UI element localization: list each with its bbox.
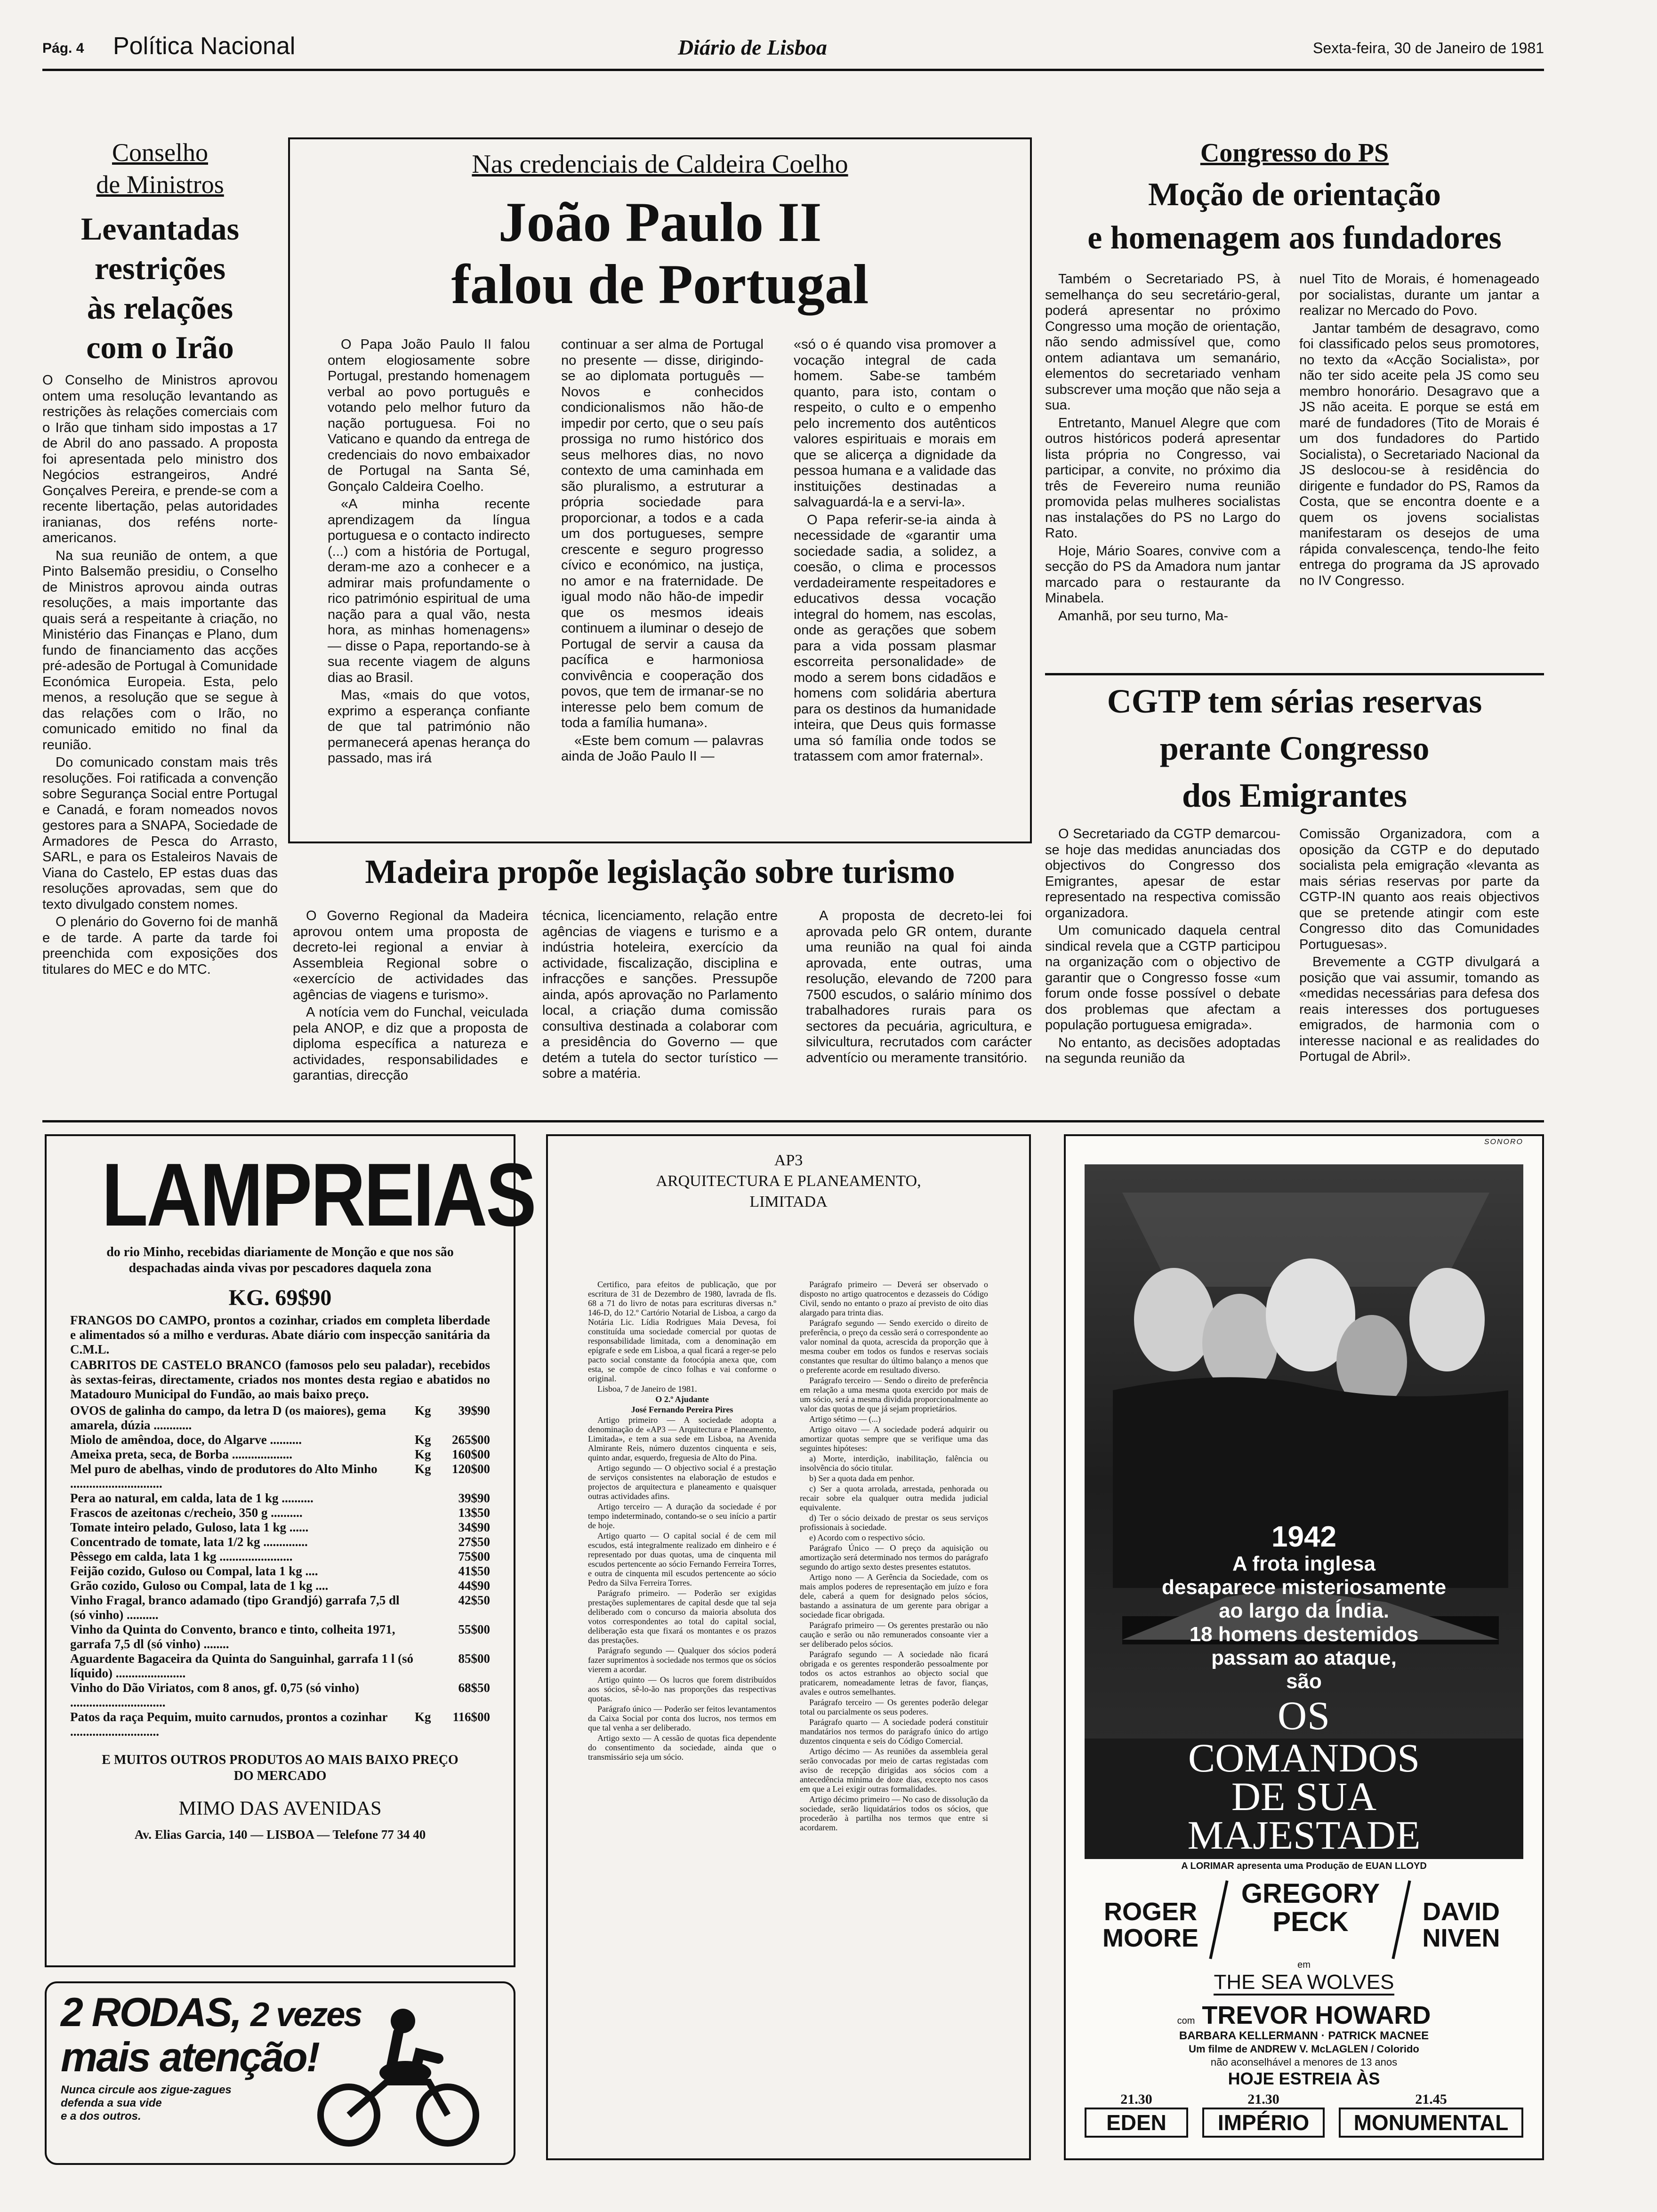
article-papa: [288, 137, 1032, 843]
slogan-line: mais atenção!: [61, 2034, 319, 2080]
credit-em: em: [1297, 1960, 1311, 1970]
item-unit: Kg: [415, 1433, 431, 1447]
clause: Parágrafo terceiro — Sendo o direito de preferência em relação a uma mesma quota exercido por mais de um sócio, será a mesma dividida proporcionalmente ao valor das quotas de que já sejam proprietários.: [800, 1376, 988, 1413]
production-credit: A LORIMAR apresenta uma Produção de EUAN LLOYD: [1181, 1861, 1427, 1871]
item-name: Concentrado de tomate, lata 1/2 kg ..............: [70, 1535, 308, 1549]
clause: Parágrafo único — Poderão ser feitos levantamentos da Caixa Social por conta dos lucros, nos termos em que tal venha a ser deliberado.: [588, 1704, 776, 1732]
poster-image: [1085, 1164, 1523, 1800]
article-column: [1045, 826, 1280, 1069]
article-column: [806, 908, 1032, 1068]
paragraph: O Papa João Paulo II falou ontem elogiosamente sobre Portugal, prestando homenagem verbal ao povo português e votando pelo melhor futuro da nação portuguesa. Foi no Vaticano e quando da entrega de credenciais do novo embaixador de Portugal na Santa Sé, Gonçalo Caldeira Coelho.: [328, 337, 530, 494]
article-headline: com o Irão: [86, 329, 234, 365]
article-headline: às relações: [87, 290, 233, 326]
item-name: Feijão cozido, Guloso ou Compal, lata 1 kg ....: [70, 1564, 318, 1578]
item-unit: [415, 1593, 438, 1622]
store-address: Av. Elias Garcia, 140 — LISBOA — Telefone 77 34 40: [134, 1827, 426, 1842]
article-ps: [1045, 137, 1544, 669]
item-name: Patos da raça Pequim, muito carnudos, prontos a cozinhar ............................: [70, 1710, 388, 1739]
article-headline: João Paulo II: [498, 191, 822, 253]
header-rule: [42, 69, 1544, 71]
clause: Artigo décimo — As reuniões da assembleia geral serão convocadas por meio de cartas registadas com aviso de recepção dirigidas aos sócios com a antecedência mínima de doze dias, excepto nos casos em que a Lei exigir outras formalidades.: [800, 1747, 988, 1794]
item-name: Tomate inteiro pelado, Guloso, lata 1 kg ......: [70, 1520, 309, 1534]
item-unit: [415, 1681, 438, 1710]
ad-movie: [1064, 1134, 1544, 2160]
article-column: [1045, 272, 1280, 626]
director-credit: Um filme de ANDREW V. McLAGLEN / Colorido: [1189, 2043, 1419, 2055]
clause: Artigo quinto — Os lucros que forem distribuídos aos sócios, sê-lo-ão nas proporções das respectivas quotas.: [588, 1675, 776, 1703]
credit-com-label: com: [1177, 2016, 1195, 2026]
article-headline: falou de Portugal: [451, 253, 869, 315]
item-unit: [415, 1506, 438, 1520]
paragraph: Na sua reunião de ontem, a que Pinto Balsemão presidiu, o Conselho de Ministros aprovou ainda outras resoluções, a mais importante das quais será a respeitante à criação, no Ministério das Finanças e Plano, dum fundo de financiamento das acções pré-adesão de Portugal à Comunidade Económica Europeia. Esta, pelo menos, a resolução que se segue à das relações com o Irão, no comunicado emitido no final da reunião.: [42, 548, 278, 753]
item-unit: [415, 1564, 438, 1579]
cast-block: [1085, 1875, 1523, 1964]
item-name: Vinho do Dão Viriatos, com 8 anos, gf. 0,75 (só vinho) ..............................: [70, 1681, 360, 1709]
title-line: COMANDOS: [1188, 1735, 1420, 1780]
ad-caption: Nunca circule aos zigue-zagues: [61, 2084, 232, 2096]
price-list: [70, 1403, 490, 1739]
item-price: 42$50: [458, 1593, 490, 1607]
premiere-label: HOJE ESTREIA ÀS: [1228, 2069, 1380, 2088]
cinema-name: EDEN: [1085, 2108, 1188, 2138]
article-headline: Levantadas: [80, 211, 240, 247]
actor-first: ROGER: [1103, 1898, 1198, 1926]
item-price: 160$00: [452, 1447, 490, 1461]
article-kicker: Nas credenciais de Caldeira Coelho: [472, 150, 848, 179]
article-column: [1299, 826, 1539, 1067]
price-row: [70, 1447, 490, 1462]
actor-name: TREVOR HOWARD: [1202, 2001, 1431, 2029]
item-price: 41$50: [458, 1564, 490, 1578]
paragraph: O plenário do Governo foi de manhã e de tarde. A parte da tarde foi preenchida com exposições dos titulares do MEC e do MTC.: [42, 914, 278, 977]
title-line: OS: [1278, 1693, 1330, 1738]
article-headline: e homenagem aos fundadores: [1087, 220, 1502, 256]
clause: c) Ser a quota arrolada, arrestada, penhorada ou recair sobre ela qualquer outra medida judicial equivalente.: [800, 1484, 988, 1512]
item-unit: Kg: [415, 1462, 431, 1476]
clause: Parágrafo primeiro — Deverá ser observado o disposto no artigo quatrocentos e dezasseis do Código Civil, sendo no entanto o prazo aí previsto de oito dias alargado para trinta dias.: [800, 1280, 988, 1317]
paragraph: No entanto, as decisões adoptadas na segunda reunião da: [1045, 1035, 1280, 1066]
notice-column: [800, 1280, 988, 1833]
clause: d) Ter o sócio deixado de prestar os seus serviços profissionais à sociedade.: [800, 1513, 988, 1532]
paragraph: A notícia vem do Funchal, veiculada pela ANOP, e diz que a proposta de diploma específica a natureza e actividades, responsabilidades e garantias, direcção: [293, 1005, 528, 1083]
movie-title-lower: [1085, 1735, 1523, 1859]
article-headline: dos Emigrantes: [1182, 777, 1408, 814]
actor-last: MOORE: [1102, 1924, 1199, 1952]
cinema-label: SONORO: [1484, 1138, 1523, 1146]
cinema-item[interactable]: [1202, 2092, 1325, 2138]
item-name: Frascos de azeitonas c/recheio, 350 g ..........: [70, 1506, 303, 1520]
paragraph: Amanhã, por seu turno, Ma-: [1058, 608, 1229, 624]
price-row: [70, 1535, 490, 1549]
store-name: MIMO DAS AVENIDAS: [178, 1798, 382, 1819]
clause: Certifico, para efeitos de publicação, que por escritura de 31 de Dezembro de 1980, lavrada de fls. 68 a 71 do livro de notas para escrituras diversas n.º 146-D, do 12.º Cartório Notarial de Lisboa, a cargo da Notária Lic. Lídia Rodrigues Maia Devesa, foi constituída uma sociedade comercial por quotas de responsabilidade limitada, com a denominação em epígrafe e sede em Lisboa, a qual ficará a reger-se pelo pacto social constante da fotocópia anexa que, com esta, se compõe de cinco folhas e vai conforme o original.: [588, 1280, 776, 1383]
item-name: Ameixa preta, seca, de Borba ...................: [70, 1447, 292, 1461]
price-row: [70, 1622, 490, 1651]
item-unit: Kg: [415, 1447, 431, 1461]
title-line: MAJESTADE: [1187, 1812, 1421, 1858]
ad-price: KG. 69$90: [228, 1285, 332, 1310]
cinema-item[interactable]: [1339, 2092, 1523, 2138]
clause: Artigo sétimo — (...): [809, 1414, 881, 1424]
item-unit: Kg: [415, 1403, 431, 1418]
notice-title: AP3: [774, 1152, 803, 1169]
paragraph: Entretanto, Manuel Alegre que com outros históricos poderá apresentar lista própria no Congresso, vai participar, a convite, no próximo dia três de Fevereiro numa reunião promovida pelas mulheres socialistas nas instalações do PS no Largo do Rato.: [1045, 415, 1280, 541]
masthead-logo: Diário de Lisboa: [678, 35, 827, 59]
item-price: 55$00: [458, 1622, 490, 1636]
section-divider: [42, 1120, 1544, 1122]
clause: Parágrafo primeiro. — Poderão ser exigidas prestações suplementares de capital desde que tal seja deliberado com o concurso da maioria absoluta dos votos correspondentes ao total do capital social, deliberação esta que fixará os montantes e os prazos das prestações.: [588, 1588, 776, 1645]
paragraph: O Secretariado da CGTP demarcou-se hoje das medidas anunciadas dos objectivos do Congresso dos Emigrantes, apesar de estar representado na respectiva comissão organizadora.: [1045, 826, 1280, 921]
article-column: [542, 908, 778, 1084]
clause: Parágrafo primeiro — Os gerentes prestarão ou não caução e serão ou não remunerados consoante vier a ser deliberado pelos sócios.: [800, 1620, 988, 1649]
item-name: Aguardente Bagaceira da Quinta do Sanguinhal, garrafa 1 l (só líquido) ......................: [70, 1651, 414, 1680]
section-title: Política Nacional: [113, 32, 296, 60]
supporting-cast: BARBARA KELLERMANN · PATRICK MACNEE: [1179, 2029, 1429, 2042]
item-unit: [415, 1520, 438, 1535]
notice-column: [588, 1280, 776, 1763]
clause: Artigo décimo primeiro — No caso de dissolução da sociedade, serão liquidatários todos os sócios, que procederão à partilha nos termos que entre si acordarem.: [800, 1795, 988, 1832]
tagline-line: desaparece misteriosamente: [1161, 1576, 1447, 1599]
tagline-line: ao largo da Índia.: [1219, 1599, 1389, 1622]
original-title-text: THE SEA WOLVES: [1214, 1971, 1394, 1996]
item-name: Mel puro de abelhas, vindo de produtores do Alto Minho .............................: [70, 1462, 378, 1491]
article-headline: Madeira propõe legislação sobre turismo: [365, 853, 955, 890]
ad-subtitle: do rio Minho, recebidas diariamente de Monção e que nos são despachadas ainda vivas por pescadores daquela zona: [106, 1245, 454, 1275]
paragraph: «Este bem comum — palavras ainda de João Paulo II —: [561, 733, 764, 764]
paragraph: Comissão Organizadora, com a oposição da CGTP e do deputado socialista pela emigração «levanta as mais sérias reservas por parte da CGTP-IN quanto aos reais objectivos que se pretende atingir com este Congresso dito das Comunidades Portuguesas».: [1299, 826, 1539, 952]
item-price: 120$00: [452, 1462, 490, 1476]
item-unit: [415, 1491, 438, 1506]
article-conselho: [42, 136, 278, 1097]
item-unit: [415, 1651, 438, 1681]
paragraph: «só o é quando visa promover a vocação integral de cada homem. Sabe-se também quanto, para isto, contam o respeito, o culto e o empenho pelo incremento dos autênticos valores espirituais e morais em que se alicerça a dignidade da pessoa humana e a validade das instituições destinadas a salvaguardá-la e a servi-la».: [794, 337, 996, 510]
clause: Artigo primeiro — A sociedade adopta a denominação de «AP3 — Arquitectura e Planeamento, Limitada», e tem a sua sede em Lisboa, na Avenida Almirante Reis, número duzentos cinquenta e seis, quinto andar, esquerdo, freguesia de Alto do Pina.: [588, 1415, 776, 1462]
article-madeira: [288, 852, 1032, 1115]
clause: Artigo quarto — O capital social é de cem mil escudos, está integralmente realizado em dinheiro e é representado por duas quotas, uma de cinquenta mil escudos pertencente ao sócio Fernando Ferreira Torres, e outra de cinquenta mil escudos pertencente ao sócio Pedro da Silva Ferreira Torres.: [588, 1531, 776, 1587]
ad-paragraph: FRANGOS DO CAMPO, prontos a cozinhar, criados em completa liberdade e alimentados só a milho e verduras. Abate diário com inspecção sanitária da C.M.L.: [70, 1313, 490, 1356]
item-price: 34$90: [458, 1520, 490, 1534]
movie-title: [1085, 1693, 1523, 1738]
item-unit: [415, 1579, 438, 1593]
ad-caption: e a dos outros.: [61, 2110, 141, 2123]
signature-name: José Fernando Pereira Pires: [631, 1405, 733, 1414]
slogan-line: 2 RODAS,: [61, 1990, 241, 2035]
price-row: [70, 1520, 490, 1535]
paragraph: Também o Secretariado PS, à semelhança do seu secretário-geral, poderá apresentar no próximo Congresso uma moção de orientação, não sendo admissível que, como ontem adiantava um semanário, elementos do secretariado venham subscrever uma moção que não seja a sua.: [1045, 272, 1280, 413]
page-header: [42, 28, 1544, 66]
clause: Parágrafo Único — O preço da aquisição ou amortização será determinado nos termos do parágrafo segundo do artigo sexto destes presentes estatutos.: [800, 1543, 988, 1571]
article-cgtp: [1045, 678, 1544, 1111]
actor-last: PECK: [1272, 1907, 1349, 1937]
price-row: [70, 1433, 490, 1447]
paragraph: Um comunicado daquela central sindical revela que a CGTP participou na organização com o objectivo de garantir que o Congresso fosse «um forum onde fosse possível o debate dos problemas que afectam a população portuguesa emigrada».: [1045, 923, 1280, 1033]
paragraph: O Governo Regional da Madeira aprovou ontem uma proposta de decreto-lei regional a enviar à Assembleia Regional sobre o «exercício de actividades das agências de viagens e turismo».: [293, 908, 528, 1002]
article-kicker: Congresso do PS: [1200, 138, 1389, 168]
item-name: Pêssego em calda, lata 1 kg .......................: [70, 1549, 293, 1563]
price-row: [70, 1651, 490, 1681]
price-row: [70, 1681, 490, 1710]
clause: Artigo sexto — A cessão de quotas fica dependente do consentimento da sociedade, ainda que o transmissário seja um sócio.: [588, 1733, 776, 1762]
clause: Parágrafo quarto — A sociedade poderá constituir mandatários nos termos do parágrafo único do artigo duzentos cinquenta e seis do Código Comercial.: [800, 1717, 988, 1746]
poster-year: 1942: [1271, 1521, 1336, 1553]
page-number: Pág. 4: [42, 40, 84, 56]
price-row: [70, 1579, 490, 1593]
item-name: Pera ao natural, em calda, lata de 1 kg ..........: [70, 1491, 314, 1505]
age-rating: não aconselhável a menores de 13 anos: [1210, 2056, 1398, 2068]
clause: Parágrafo segundo — Qualquer dos sócios poderá fazer suprimentos à sociedade nos termos que os sócios vierem a acordar.: [588, 1646, 776, 1674]
clause: a) Morte, interdição, inabilitação, falência ou insolvência do sócio titular.: [800, 1454, 988, 1473]
price-row: [70, 1564, 490, 1579]
item-unit: [415, 1549, 438, 1564]
paragraph: Do comunicado constam mais três resoluções. Foi ratificada a convenção sobre Segurança Social entre Portugal e Canadá, e foram nomeados novos gestores para a SNAPA, Sociedade de Armadores de Pesca do Arrasto, SARL, e para os Estaleiros Navais de Viana do Castelo, EP estas duas das resoluções aprovadas, sem que do texto divulgado constem nomes.: [42, 755, 278, 912]
price-row: [70, 1710, 490, 1739]
paragraph: Brevemente a CGTP divulgará a posição que vai assumir, tomando as «medidas necessárias para defesa dos reais interesses dos portugueses emigrados, de harmonia com o interesse nacional e as realidades do Portugal de Abril».: [1299, 954, 1539, 1064]
actor-name: [1405, 1899, 1518, 1951]
title-line: DE SUA: [1231, 1774, 1377, 1819]
item-name: Grão cozido, Guloso ou Compal, lata de 1 kg ....: [70, 1579, 329, 1593]
signature-title: O 2.º Ajudante: [655, 1395, 709, 1404]
article-column: [1299, 272, 1539, 591]
legal-notice: [546, 1134, 1031, 2160]
paragraph: nuel Tito de Morais, é homenageado por socialistas, durante um jantar a realizar no Mercado do Povo.: [1299, 272, 1539, 318]
price-row: [70, 1491, 490, 1506]
item-name: Miolo de amêndoa, doce, do Algarve ..........: [70, 1433, 302, 1447]
ad-paragraph: CABRITOS DE CASTELO BRANCO (famosos pelo seu paladar), recebidos às sextas-feiras, directamente, criados nos montes desta regiao e abatidos no Matadouro Municipal do Fundão, ao mais baixo preço.: [70, 1358, 490, 1401]
clause: b) Ser a quota dada em penhor.: [809, 1474, 915, 1483]
article-headline: CGTP tem sérias reservas: [1107, 682, 1482, 720]
article-column: [328, 337, 530, 769]
clause: Lisboa, 7 de Janeiro de 1981.: [597, 1384, 697, 1394]
cinema-name: MONUMENTAL: [1339, 2108, 1523, 2138]
divider: [1045, 673, 1544, 675]
paragraph: A proposta de decreto-lei foi aprovada pelo GR ontem, durante uma reunião na qual foi ainda aprovada, ente outras, uma resolução, elevando de 7200 para 7500 escudos, o salário mínimo dos trabalhadores rurais para os sectores da pecuária, agricultura, e silvicultura, recrutados com carácter adventício ou meramente transitório.: [806, 908, 1032, 1066]
item-price: 39$90: [458, 1491, 490, 1505]
article-headline: restrições: [94, 250, 226, 286]
actor-first: DAVID: [1422, 1898, 1500, 1926]
showtime: 21.45: [1415, 2092, 1447, 2107]
paragraph: Jantar também de desagravo, como foi classificado pelos seus promotores, no texto da «Acção Socialista», por não ter sido aceite pela JS como seu membro honorário. Desagravo que a JS não aceita. E porque se está em maré de fundadores (Tito de Morais é um dos fundadores do Partido Socialista), o Secretariado Nacional da JS deslocou-se à residência do dirigente e fundador do PS, Ramos da Costa, que se encontra doente e a quem os jovens socialistas manifestaram os desejos de uma rápida convalescença, tendo-lhe feito entrega do programa da JS aprovado no IV Congresso.: [1299, 321, 1539, 588]
actor-name: [1089, 1899, 1212, 1951]
article-headline: perante Congresso: [1159, 729, 1430, 767]
paragraph: técnica, licenciamento, relação entre agências de viagens e turismo e a indústria hoteleira, exercício da actividade, fiscalização, disciplina e infracções e sanções. Pressupõe ainda, após aprovação no Parlamento local, a criação duma comissão consultiva destinada a colaborar com a presidência do Governo — que detém a tutela do sector turístico — sobre a matéria.: [542, 908, 778, 1081]
issue-date: Sexta-feira, 30 de Janeiro de 1981: [1313, 40, 1544, 56]
slogan-line: 2 vezes: [250, 1996, 362, 2034]
item-unit: [415, 1622, 438, 1651]
price-row: [70, 1549, 490, 1564]
ad-caption: defenda a sua vide: [61, 2097, 162, 2109]
clause: Parágrafo segundo — Sendo exercido o direito de preferência, o preço da cessão será o correspondente ao valor nominal da quota, acrescida da proporção que à mesma couber em todos os fundos e reservas sociais constantes que resultar do último balanço a menos que o preferente acorde em resultado diverso.: [800, 1318, 988, 1375]
article-headline: Moção de orientação: [1148, 176, 1441, 213]
item-price: 116$00: [452, 1710, 490, 1724]
motorcyclist-icon: [306, 2002, 485, 2153]
item-price: 85$00: [458, 1651, 490, 1666]
poster-tagline: [1085, 1552, 1523, 1693]
clause: Parágrafo terceiro — Os gerentes poderão delegar total ou parcialmente os seus poderes.: [800, 1698, 988, 1716]
cinema-name: IMPÉRIO: [1202, 2108, 1325, 2138]
notice-title: LIMITADA: [749, 1193, 828, 1210]
clause: Artigo terceiro — A duração da sociedade é por tempo indeterminado, contando-se o seu início a partir de hoje.: [588, 1502, 776, 1530]
clause: e) Acordo com o respectivo sócio.: [809, 1533, 925, 1542]
price-row: [70, 1462, 490, 1491]
clause: Artigo segundo — O objectivo social é a prestação de serviços consistentes na elaboração de estudos e projectos de arquitectura e planeamento e quaisquer outras actividades afins.: [588, 1463, 776, 1501]
tagline-line: são: [1286, 1670, 1322, 1693]
item-price: 44$90: [458, 1579, 490, 1593]
tagline-line: passam ao ataque,: [1211, 1646, 1397, 1669]
price-row: [70, 1403, 490, 1433]
showtime: 21.30: [1247, 2092, 1279, 2107]
item-price: 75$00: [458, 1549, 490, 1563]
paragraph: «A minha recente aprendizagem da língua portuguesa e o contacto indirecto (...) com a história de Portugal, deram-me azo a conhecer e a admirar mais profundamente o rico património espiritual de uma nação para a qual vão, nesta hora, as minhas homenagens» — disse o Papa, reportando-se à sua recente viagem de alguns dias ao Brasil.: [328, 497, 530, 685]
ad-safety: [45, 1981, 515, 2165]
paragraph: continuar a ser alma de Portugal no presente — disse, dirigindo-se ao diplomata português — Novos e conhecidos condicionalismos não hão-de impedir por certo, que o seu país prossiga no rumo histórico dos seus melhores dias, no novo contexto de uma caminhada em são pluralismo, a estruturar a própria sociedade para proporcionar, a todos e a cada um dos portugueses, sempre crescente e seguro progresso cívico e económico, na justiça, no amor e na fraternidade. De igual modo não hão-de impedir que os mesmos ideais continuem a iluminar o desejo de Portugal de servir a causa da pacífica e harmoniosa convivência e cooperação dos povos, que tem de irmanar-se no interesse pelo bem comum de toda a família humana».: [561, 337, 764, 730]
item-price: 13$50: [458, 1506, 490, 1520]
cinema-list: [1085, 2092, 1523, 2143]
tagline-line: 18 homens destemidos: [1189, 1623, 1419, 1646]
ad-footer: E MUITOS OUTROS PRODUTOS AO MAIS BAIXO PREÇO DO MERCADO: [102, 1753, 458, 1783]
actor-last: NIVEN: [1422, 1924, 1500, 1952]
actor-first: GREGORY: [1241, 1878, 1380, 1909]
ad-lampreias: [45, 1134, 535, 1967]
price-row: [70, 1593, 490, 1622]
article-body: [42, 373, 278, 978]
item-name: OVOS de galinha do campo, da letra D (os maiores), gema amarela, dúzia ............: [70, 1403, 386, 1432]
ad-title: LAMPREIAS: [101, 1145, 535, 1245]
paragraph: O Conselho de Ministros aprovou ontem uma resolução levantando as restrições às relações comerciais com o Irão que tinham sido impostas a 17 de Abril do ano passado. A proposta foi apresentada pelo ministro dos Negócios estrangeiros, André Gonçalves Pereira, e prende-se com a recente libertação, pelas autoridades iranianas, dos reféns norte-americanos.: [42, 373, 278, 545]
showtime: 21.30: [1120, 2092, 1152, 2107]
paragraph: Hoje, Mário Soares, convive com a secção do PS da Amadora num jantar marcado para o restaurante da Minabela.: [1045, 543, 1280, 606]
item-price: 39$90: [458, 1403, 490, 1418]
item-price: 265$00: [452, 1433, 490, 1447]
notice-title: ARQUITECTURA E PLANEAMENTO,: [656, 1172, 921, 1190]
article-column: [794, 337, 996, 767]
article-kicker: Conselho: [112, 138, 208, 167]
article-column: [293, 908, 528, 1086]
tagline-line: A frota inglesa: [1232, 1552, 1375, 1575]
item-price: 27$50: [458, 1535, 490, 1549]
original-title: [1085, 1970, 1523, 1995]
item-unit: Kg: [415, 1710, 431, 1724]
item-price: 68$50: [458, 1681, 490, 1695]
paragraph: O Papa referir-se-ia ainda à necessidade de «garantir uma sociedade sadia, a solidez, a coesão, o clima e processos verdadeiramente respeitadores e educativos dessa vocação integral do homem, nas escolas, onde as gerações que sobem para a vida possam plasmar escorreita personalidade» de modo a serem bons cidadãos e homens com solidária abertura para os destinos da humanidade inteira, que Deus quis formasse uma só família onde todos se tratassem com amor fraternal».: [794, 512, 996, 764]
cinema-item[interactable]: [1085, 2092, 1188, 2138]
paragraph: Mas, «mais do que votos, exprimo a esperança confiante de que tal património não permanecerá apenas herança do passado, mas irá: [328, 688, 530, 766]
item-name: Vinho Fragal, branco adamado (tipo Grandjó) garrafa 7,5 dl (só vinho) ..........: [70, 1593, 400, 1622]
article-column: [561, 337, 764, 767]
actor-name: [1226, 1880, 1395, 1936]
item-name: Vinho da Quinta do Convento, branco e tinto, colheita 1971, garrafa 7,5 dl (só vinho) ........: [70, 1622, 395, 1651]
article-kicker: de Ministros: [96, 170, 224, 199]
clause: Parágrafo segundo — A sociedade não ficará obrigada e os gerentes responderão pessoalmente por todos os actos estranhos ao objecto social que praticarem, nomeadamente letras de favor, fianças, avales e outros semelhantes.: [800, 1650, 988, 1697]
clause: Artigo oitavo — A sociedade poderá adquirir ou amortizar quotas sempre que se verifique uma das seguintes hipóteses:: [800, 1425, 988, 1453]
price-row: [70, 1506, 490, 1520]
clause: Artigo nono — A Gerência da Sociedade, com os mais amplos poderes de representação em juízo e fora dele, caberá a quem for designado pelos sócios, bastando a assinatura de um gerente para obrigar a sociedade ficar obrigada.: [800, 1572, 988, 1619]
item-unit: [415, 1535, 438, 1549]
